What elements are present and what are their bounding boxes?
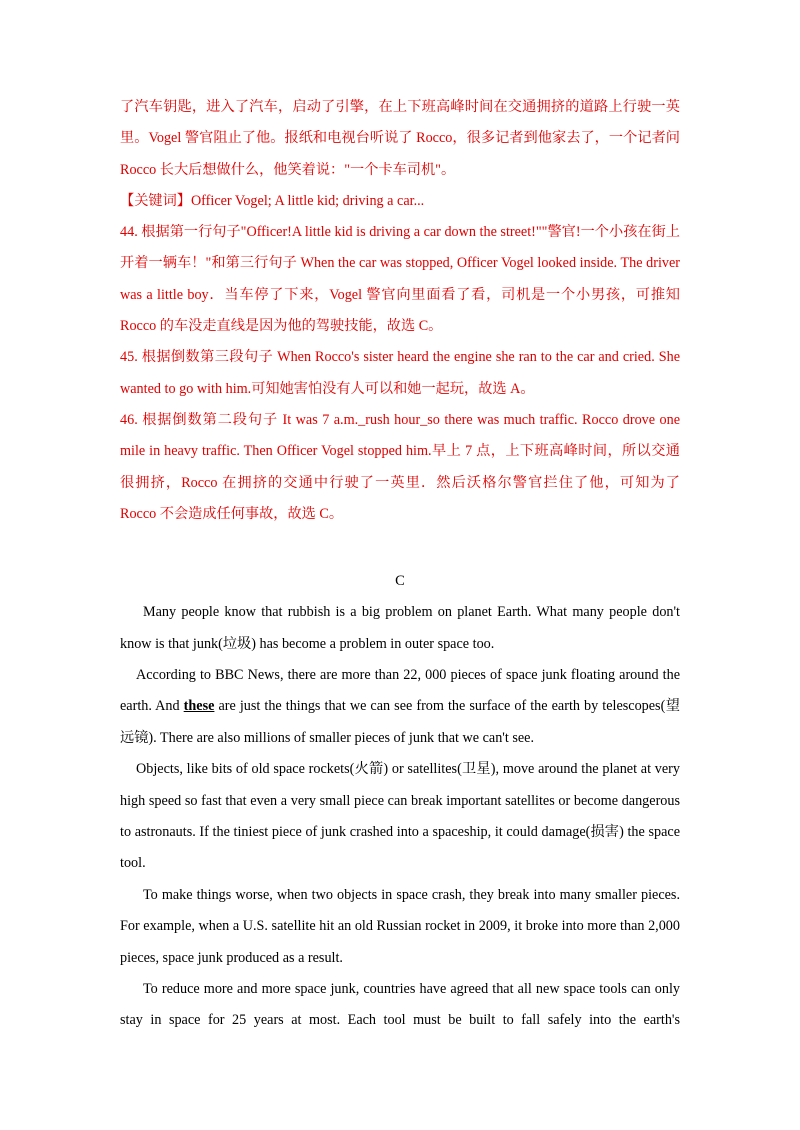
passage-paragraph-1: Many people know that rubbish is a big problem on planet Earth. What many people don't know is that junk(垃圾) has become a problem in outer space too. <box>120 604 680 652</box>
explanation-summary: 了汽车钥匙，进入了汽车，启动了引擎，在上下班高峰时间在交通拥挤的道路上行驶一英里。Vogel 警官阻止了他。报纸和电视台听说了 Rocco，很多记者到他家去了，一个记者问 Rocco 长大后想做什么，他笑着说："一个卡车司机"。 <box>120 99 680 178</box>
explanation-q44: 44. 根据第一行句子"Officer!A little kid is driving a car down the street!""警官!一个小孩在街上开着一辆车！"和第三行句子 When the car was stopped, Officer Vogel looked inside. The driver was a little boy．当车停了下来，Vogel 警官向里面看了看，司机是一个小男孩，可推知 Rocco 的车没走直线是因为他的驾驶技能，故选 C。 <box>120 224 680 335</box>
passage-title: C <box>395 573 405 590</box>
highlighted-word: these <box>183 698 215 715</box>
keywords-line: 【关键词】Officer Vogel; A little kid; driving a car... <box>120 192 425 209</box>
passage-paragraph-5: To reduce more and more space junk, countries have agreed that all new space tools can only stay in space for 25 years at most. Each tool must be built to fall safely into the earth's <box>120 981 680 1029</box>
explanation-q45: 45. 根据倒数第三段句子 When Rocco's sister heard the engine she ran to the car and cried. She wanted to go with him.可知她害怕没有人可以和她一起玩，故选 A。 <box>120 349 680 397</box>
passage-paragraph-3: Objects, like bits of old space rockets(火箭) or satellites(卫星), move around the planet at very high speed so fast that even a very small piece can break important satellites or become dangerous to astronauts. If the tiniest piece of junk crashed into a spaceship, it could damage(损害) the space tool. <box>120 761 680 872</box>
paragraph-2-text-b: are just the things that we can see from the surface of the earth by telescopes(望远镜). There are also millions of smaller pieces of junk that we can't see. <box>120 698 680 746</box>
passage-paragraph-4: To make things worse, when two objects in space crash, they break into many smaller pieces. For example, when a U.S. satellite hit an old Russian rocket in 2009, it broke into more than 2,000 pieces, space junk produced as a result. <box>120 886 680 966</box>
explanation-q46: 46. 根据倒数第二段句子 It was 7 a.m._rush hour_so there was much traffic. Rocco drove one mile in heavy traffic. Then Officer Vogel stopped him.早上 7 点，上下班高峰时间，所以交通很拥挤，Rocco 在拥挤的交通中行驶了一英里．然后沃格尔警官拦住了他，可知为了 Rocco 不会造成任何事故，故选 C。 <box>120 411 680 522</box>
answer-explanation <box>120 92 680 530</box>
paragraph-2-text-a: According to BBC News, there are more than 22, 000 pieces of space junk floating around the earth. And <box>120 666 680 715</box>
reading-passage <box>120 597 680 1037</box>
passage-paragraph-2 <box>120 660 680 754</box>
document-page <box>120 92 680 1037</box>
